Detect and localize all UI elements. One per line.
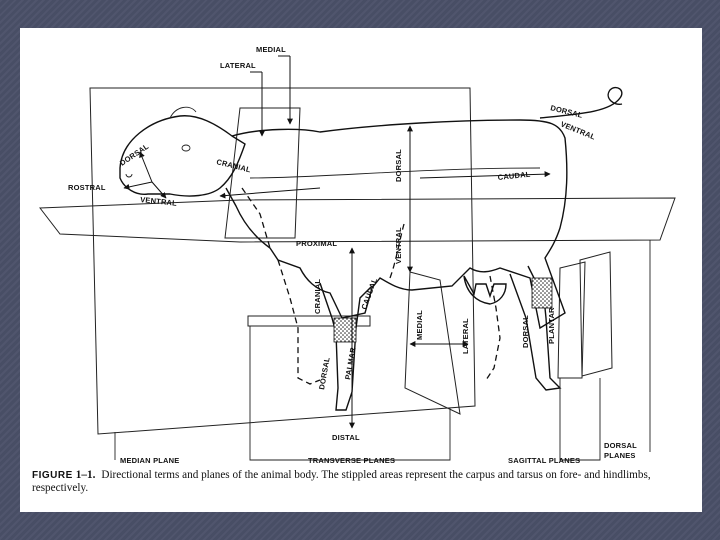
caption-figure-word: FIGURE bbox=[32, 470, 73, 481]
label-medial-mid: MEDIAL bbox=[415, 310, 424, 340]
label-caudal-body: CAUDAL bbox=[497, 169, 531, 182]
label-ventral-tail: VENTRAL bbox=[559, 119, 597, 142]
label-dorsal-hindleg: DORSAL bbox=[521, 315, 530, 348]
label-transverse-planes: TRANSVERSE PLANES bbox=[308, 456, 396, 465]
label-proximal: PROXIMAL bbox=[296, 239, 338, 248]
arrow-rostral bbox=[124, 182, 152, 188]
cow-belly-dashed bbox=[242, 188, 270, 248]
caption-text: Directional terms and planes of the animal body. The stippled areas represent the carpus and tarsus on fore- and hindlimbs, respectively. bbox=[32, 469, 651, 494]
label-dorsal-head: DORSAL bbox=[118, 141, 151, 168]
transverse-plane-middle bbox=[405, 272, 460, 414]
label-dorsal-foreleg: DORSAL bbox=[317, 356, 332, 391]
label-median-plane: MEDIAN PLANE bbox=[120, 456, 180, 465]
label-ventral-head: VENTRAL bbox=[139, 195, 178, 208]
hindleg-tarsus bbox=[532, 278, 552, 308]
label-cranial: CRANIAL bbox=[215, 157, 252, 175]
cow-foreleg-far bbox=[278, 260, 320, 384]
label-medial-top: MEDIAL bbox=[256, 45, 286, 54]
label-palmar: PALMAR bbox=[343, 346, 358, 381]
dorsal-plane bbox=[40, 198, 675, 242]
arrow-dorsal-head bbox=[140, 152, 152, 182]
label-sagittal-planes: SAGITTAL PLANES bbox=[508, 456, 581, 465]
label-dorsal-planes-line1: DORSAL bbox=[604, 441, 637, 450]
foreleg-carpus bbox=[334, 318, 356, 342]
caption-figure-number: 1–1. bbox=[75, 469, 96, 481]
figure-caption bbox=[32, 469, 692, 495]
label-distal: DISTAL bbox=[332, 433, 360, 442]
anatomy-figure bbox=[20, 28, 702, 512]
cow-udder bbox=[464, 276, 506, 304]
label-plantar: PLANTAR bbox=[547, 307, 556, 344]
slide bbox=[20, 28, 702, 512]
label-cranial-leg: CRANIAL bbox=[313, 278, 322, 314]
label-caudal-leg: CAUDAL bbox=[359, 276, 380, 311]
cow-nose bbox=[126, 174, 132, 177]
label-dorsal-planes-line2: PLANES bbox=[604, 451, 636, 460]
leader-sagittal bbox=[560, 378, 600, 460]
label-lateral-top: LATERAL bbox=[220, 61, 256, 70]
label-lateral-mid: LATERAL bbox=[461, 318, 470, 354]
label-dorsal-body: DORSAL bbox=[394, 149, 403, 182]
label-dorsal-tail: DORSAL bbox=[549, 103, 584, 120]
label-ventral-body: VENTRAL bbox=[394, 227, 403, 264]
cow-eye bbox=[182, 145, 190, 151]
arrow-cranial-body bbox=[220, 188, 320, 196]
label-rostral: ROSTRAL bbox=[68, 183, 106, 192]
